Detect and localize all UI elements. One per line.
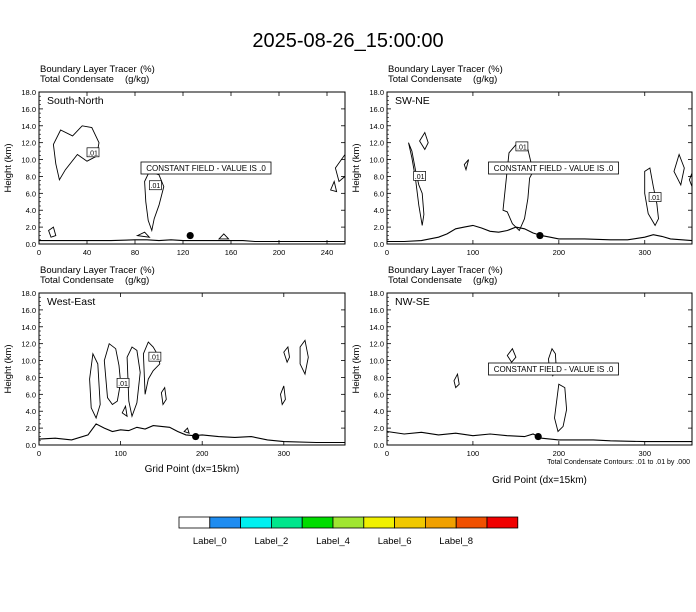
x-tick-label: 0 [384, 449, 390, 458]
y-tick-label: 2.0 [25, 424, 36, 434]
terrain-line [39, 424, 345, 443]
panel-sw-ne [351, 64, 692, 257]
y-tick-label: 8.0 [25, 172, 36, 182]
panel-header-line2: Total Condensate [40, 74, 114, 85]
y-tick-label: 0.0 [25, 240, 36, 249]
y-tick-label: 6.0 [373, 390, 384, 400]
panel-header-line1-unit: (%) [488, 265, 503, 276]
condensate-contour [145, 171, 164, 230]
y-tick-label: 14.0 [21, 121, 36, 131]
panel-header-line1: Boundary Layer Tracer [40, 64, 137, 75]
y-tick-label: 4.0 [373, 206, 384, 216]
condensate-contour [507, 349, 516, 363]
panel-name: West-East [47, 296, 96, 308]
x-tick-label: 80 [130, 248, 140, 257]
constant-field-label: CONSTANT FIELD - VALUE IS .0 [493, 164, 614, 173]
contour-label: .01 [414, 173, 425, 181]
panel-nw-se [351, 265, 692, 486]
location-marker [536, 232, 543, 239]
panel-header-line2-unit: (g/kg) [473, 74, 498, 85]
y-tick-label: 12.0 [21, 339, 36, 349]
terrain-line [39, 240, 345, 242]
location-marker [187, 232, 194, 239]
colorbar-label: Label_6 [377, 536, 412, 547]
condensate-contour [143, 342, 159, 394]
location-marker [535, 433, 542, 440]
y-tick-label: 14.0 [369, 121, 384, 131]
y-tick-label: 4.0 [25, 206, 36, 216]
y-tick-label: 10.0 [369, 356, 384, 366]
y-tick-label: 6.0 [25, 390, 36, 400]
contour-footnote: Total Condensate Contours: .01 to .01 by .000 [547, 459, 690, 466]
panel-header-line2-unit: (g/kg) [125, 275, 150, 286]
constant-field-label: CONSTANT FIELD - VALUE IS .0 [493, 365, 614, 374]
colorbar-swatch [456, 517, 487, 528]
colorbar [179, 517, 518, 547]
x-tick-label: 240 [320, 248, 334, 257]
panel-frame [39, 293, 345, 445]
panel-header-line2: Total Condensate [40, 275, 114, 286]
colorbar-swatch [333, 517, 364, 528]
y-tick-label: 2.0 [25, 223, 36, 233]
colorbar-label: Label_4 [316, 536, 350, 547]
condensate-contour [464, 160, 468, 170]
contour-label: .01 [150, 354, 160, 362]
y-tick-label: 16.0 [21, 305, 36, 315]
colorbar-label: Label_2 [254, 536, 289, 547]
contour-label: .01 [118, 380, 128, 388]
condensate-contour [49, 227, 56, 237]
x-tick-label: 40 [82, 248, 92, 257]
y-tick-label: 8.0 [25, 373, 36, 383]
location-marker [192, 433, 199, 440]
colorbar-swatch [241, 517, 272, 528]
x-tick-label: 100 [466, 449, 480, 458]
condensate-contour [122, 406, 127, 416]
panel-name: South-North [47, 95, 104, 107]
panel-header-line2-unit: (g/kg) [473, 275, 498, 286]
y-tick-label: 4.0 [25, 407, 36, 417]
condensate-contour [219, 234, 229, 239]
panel-plot-area [39, 340, 345, 442]
condensate-contour [281, 386, 286, 405]
y-tick-label: 16.0 [21, 104, 36, 114]
y-axis-label: Height (km) [3, 344, 14, 394]
condensate-contour [284, 347, 290, 362]
condensate-contour [184, 428, 189, 433]
y-tick-label: 18.0 [21, 289, 36, 298]
contour-label: .01 [150, 183, 161, 191]
condensate-contour [335, 155, 345, 182]
y-tick-label: 6.0 [25, 189, 36, 199]
y-tick-label: 18.0 [369, 289, 384, 298]
panel-header-line1: Boundary Layer Tracer [388, 265, 485, 276]
panel-header-line1-unit: (%) [140, 265, 155, 276]
condensate-contour [409, 143, 424, 226]
y-axis-label: Height (km) [3, 143, 14, 193]
y-tick-label: 10.0 [369, 155, 384, 165]
panel-header-line2-unit: (g/kg) [125, 74, 150, 85]
colorbar-swatch [179, 517, 210, 528]
x-tick-label: 200 [552, 449, 566, 458]
y-tick-label: 12.0 [369, 138, 384, 148]
y-tick-label: 0.0 [373, 441, 384, 450]
condensate-contour [90, 354, 101, 418]
y-tick-label: 16.0 [369, 104, 384, 114]
condensate-contour [300, 340, 308, 374]
condensate-contour [420, 133, 429, 150]
colorbar-swatch [364, 517, 395, 528]
condensate-contour [503, 143, 533, 231]
colorbar-label: Label_0 [192, 536, 227, 547]
y-tick-label: 18.0 [21, 88, 36, 97]
y-tick-label: 8.0 [373, 373, 384, 383]
condensate-contour [331, 182, 337, 192]
figure-title: 2025-08-26_15:00:00 [252, 30, 444, 52]
y-tick-label: 2.0 [373, 424, 384, 434]
panel-header-line1: Boundary Layer Tracer [388, 64, 485, 75]
colorbar-label: Label_8 [439, 536, 474, 547]
panel-plot-area [387, 133, 692, 242]
x-axis-label: Grid Point (dx=15km) [144, 464, 240, 475]
colorbar-swatch [487, 517, 518, 528]
panel-name: NW-SE [395, 296, 430, 308]
x-tick-label: 160 [224, 248, 238, 257]
x-axis-label: Grid Point (dx=15km) [492, 475, 587, 486]
condensate-contour [674, 155, 684, 185]
contour-label: .01 [517, 144, 527, 152]
condensate-contour [161, 388, 166, 405]
panel-south-north [3, 64, 345, 257]
colorbar-swatch [271, 517, 302, 528]
x-tick-label: 300 [638, 449, 652, 458]
panel-header-line2: Total Condensate [388, 74, 462, 85]
panel-name: SW-NE [395, 95, 430, 107]
y-tick-label: 14.0 [21, 322, 36, 332]
colorbar-swatch [395, 517, 426, 528]
y-tick-label: 12.0 [369, 339, 384, 349]
x-tick-label: 200 [552, 248, 566, 257]
y-tick-label: 18.0 [369, 88, 384, 97]
panel-header-line1-unit: (%) [140, 64, 155, 75]
x-tick-label: 300 [277, 449, 291, 458]
x-tick-label: 0 [36, 248, 42, 257]
y-tick-label: 14.0 [369, 322, 384, 332]
y-axis-label: Height (km) [351, 344, 362, 394]
panel-west-east [3, 265, 345, 475]
x-tick-label: 0 [384, 248, 390, 257]
y-tick-label: 16.0 [369, 305, 384, 315]
y-tick-label: 6.0 [373, 189, 384, 199]
contour-label: .01 [650, 195, 660, 203]
x-tick-label: 300 [638, 248, 652, 257]
y-tick-label: 10.0 [21, 356, 36, 366]
x-tick-label: 100 [114, 449, 127, 458]
y-tick-label: 8.0 [373, 172, 384, 182]
condensate-contour [555, 384, 567, 431]
constant-field-label: CONSTANT FIELD - VALUE IS .0 [146, 164, 266, 173]
x-tick-label: 200 [195, 449, 209, 458]
panel-plot-area [39, 126, 345, 242]
panel-header-line1: Boundary Layer Tracer [40, 265, 137, 276]
condensate-contour [454, 374, 459, 388]
y-tick-label: 2.0 [373, 223, 384, 233]
condensate-contour [137, 232, 149, 237]
panel-header-line2: Total Condensate [388, 275, 462, 286]
contour-label: .01 [88, 150, 98, 158]
x-tick-label: 120 [176, 248, 190, 257]
y-axis-label: Height (km) [351, 143, 362, 193]
colorbar-swatch [425, 517, 456, 528]
y-tick-label: 12.0 [21, 138, 36, 148]
condensate-contour [104, 344, 120, 405]
x-tick-label: 0 [36, 449, 42, 458]
x-tick-label: 200 [272, 248, 286, 257]
y-tick-label: 0.0 [25, 441, 36, 450]
y-tick-label: 0.0 [373, 240, 384, 249]
colorbar-swatch [302, 517, 333, 528]
y-tick-label: 10.0 [21, 155, 36, 165]
colorbar-swatch [210, 517, 241, 528]
y-tick-label: 4.0 [373, 407, 384, 417]
panel-header-line1-unit: (%) [488, 64, 503, 75]
x-tick-label: 100 [466, 248, 480, 257]
